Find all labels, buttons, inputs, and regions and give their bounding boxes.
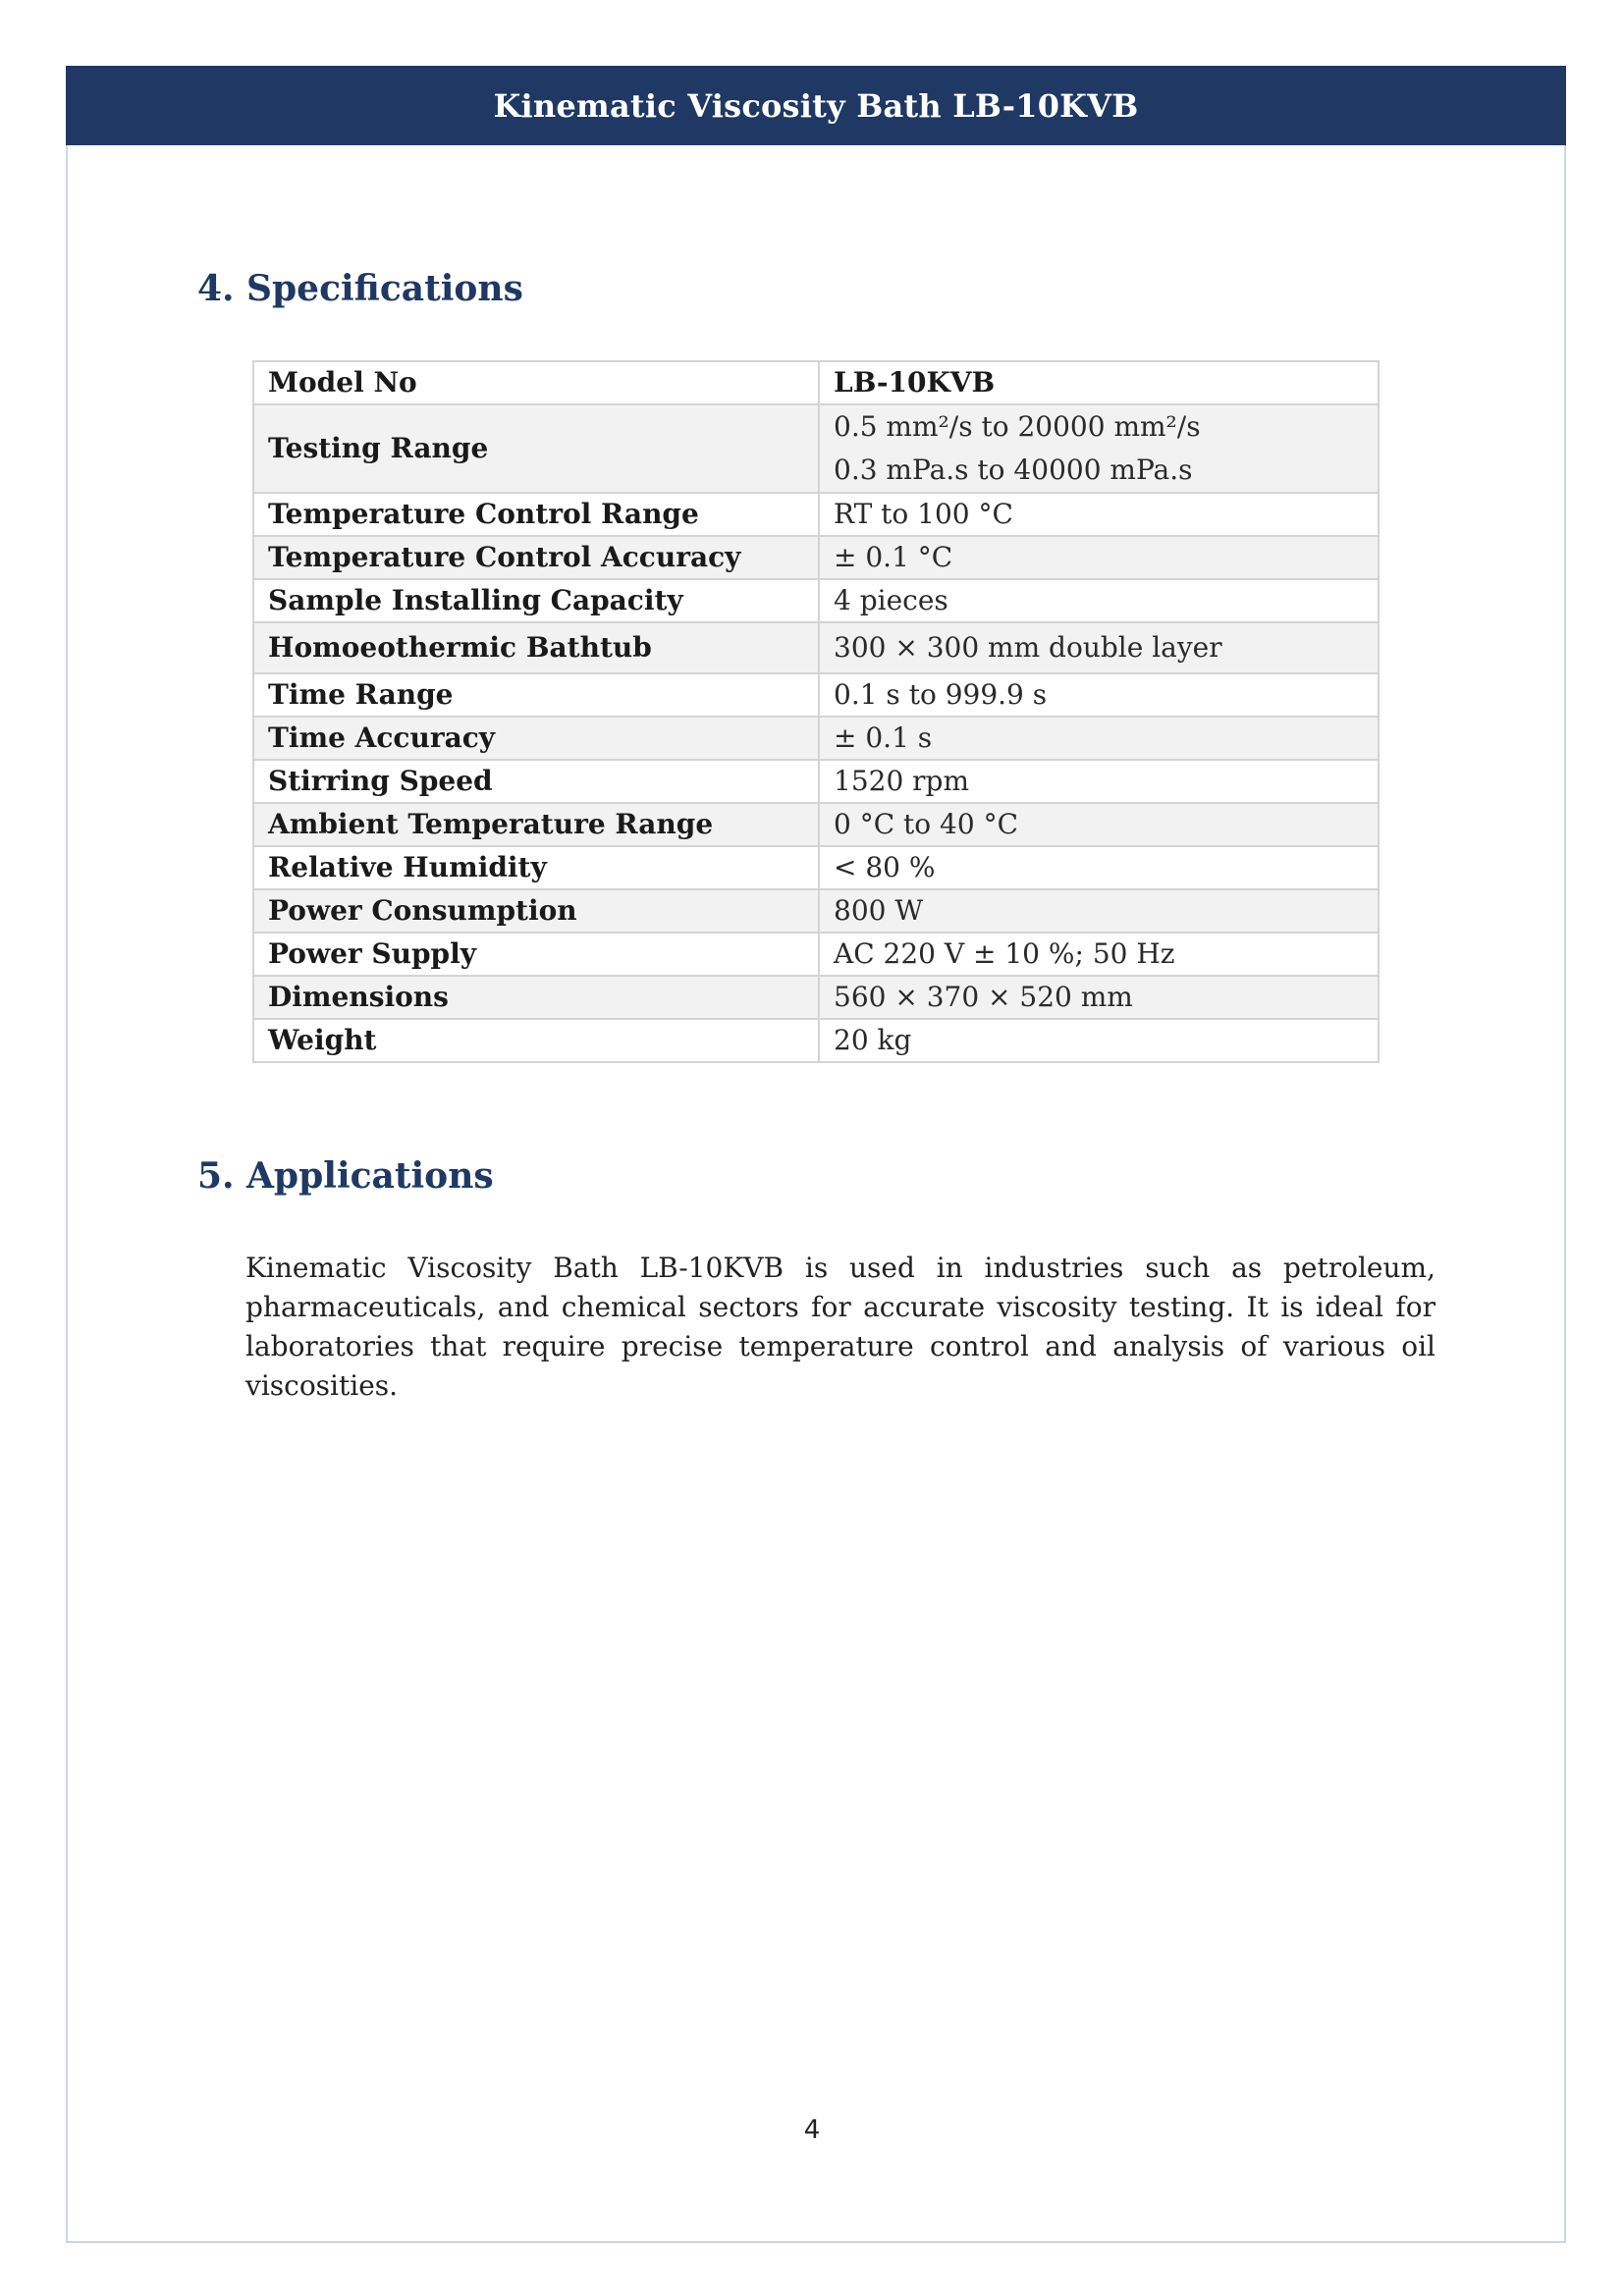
section-title: Applications xyxy=(246,1155,494,1197)
spec-value: 1520 rpm xyxy=(819,760,1379,803)
document-title: Kinematic Viscosity Bath LB-10KVB xyxy=(493,86,1139,125)
table-row xyxy=(253,717,1379,760)
spec-parameter: Temperature Control Accuracy xyxy=(253,536,819,579)
spec-value-line: 0.3 mPa.s to 40000 mPa.s xyxy=(834,454,1193,486)
table-row xyxy=(253,404,1379,493)
applications-heading xyxy=(197,1155,494,1197)
spec-parameter: Stirring Speed xyxy=(253,760,819,803)
table-row xyxy=(253,579,1379,622)
page-number: 4 xyxy=(803,2115,821,2145)
table-row xyxy=(253,493,1379,536)
spec-value: RT to 100 °C xyxy=(819,493,1379,536)
spec-parameter: Time Range xyxy=(253,673,819,717)
spec-parameter: Power Supply xyxy=(253,933,819,976)
table-row xyxy=(253,673,1379,717)
spec-value: 560 × 370 × 520 mm xyxy=(819,976,1379,1019)
spec-parameter: Weight xyxy=(253,1019,819,1062)
spec-value: 4 pieces xyxy=(819,579,1379,622)
spec-parameter: Homoeothermic Bathtub xyxy=(253,622,819,673)
spec-value: 0 °C to 40 °C xyxy=(819,803,1379,846)
spec-value: ± 0.1 s xyxy=(819,717,1379,760)
spec-parameter: Dimensions xyxy=(253,976,819,1019)
spec-value: ± 0.1 °C xyxy=(819,536,1379,579)
section-title: Specifications xyxy=(246,268,523,309)
spec-parameter: Relative Humidity xyxy=(253,846,819,889)
spec-parameter: Power Consumption xyxy=(253,889,819,933)
spec-parameter: Testing Range xyxy=(253,404,819,493)
spec-parameter: Model No xyxy=(253,361,819,404)
spec-parameter: Time Accuracy xyxy=(253,717,819,760)
table-row xyxy=(253,846,1379,889)
spec-value xyxy=(819,404,1379,493)
table-row xyxy=(253,622,1379,673)
spec-value: 300 × 300 mm double layer xyxy=(819,622,1379,673)
header-bar xyxy=(66,66,1566,145)
spec-value: 800 W xyxy=(819,889,1379,933)
applications-paragraph: Kinematic Viscosity Bath LB-10KVB is used in industries such as petroleum, pharmaceuticals, and chemical sectors for accurate viscosity testing. It is ideal for laboratories that require precise temperature control and analysis of various oil viscosities. xyxy=(245,1252,1435,1402)
table-row xyxy=(253,1019,1379,1062)
specifications-heading xyxy=(197,268,523,309)
section-number: 4. xyxy=(197,268,235,309)
table-row xyxy=(253,933,1379,976)
table-row xyxy=(253,889,1379,933)
spec-value: LB-10KVB xyxy=(819,361,1379,404)
table-row xyxy=(253,803,1379,846)
spec-value: 0.1 s to 999.9 s xyxy=(819,673,1379,717)
table-row xyxy=(253,976,1379,1019)
table-row xyxy=(253,760,1379,803)
spec-value-line: 0.5 mm²/s to 20000 mm²/s xyxy=(834,410,1201,443)
spec-parameter: Ambient Temperature Range xyxy=(253,803,819,846)
specifications-table xyxy=(252,360,1380,1063)
spec-parameter: Temperature Control Range xyxy=(253,493,819,536)
table-row xyxy=(253,536,1379,579)
table-row xyxy=(253,361,1379,404)
spec-value: < 80 % xyxy=(819,846,1379,889)
section-number: 5. xyxy=(197,1155,235,1197)
spec-value: AC 220 V ± 10 %; 50 Hz xyxy=(819,933,1379,976)
spec-value: 20 kg xyxy=(819,1019,1379,1062)
spec-parameter: Sample Installing Capacity xyxy=(253,579,819,622)
